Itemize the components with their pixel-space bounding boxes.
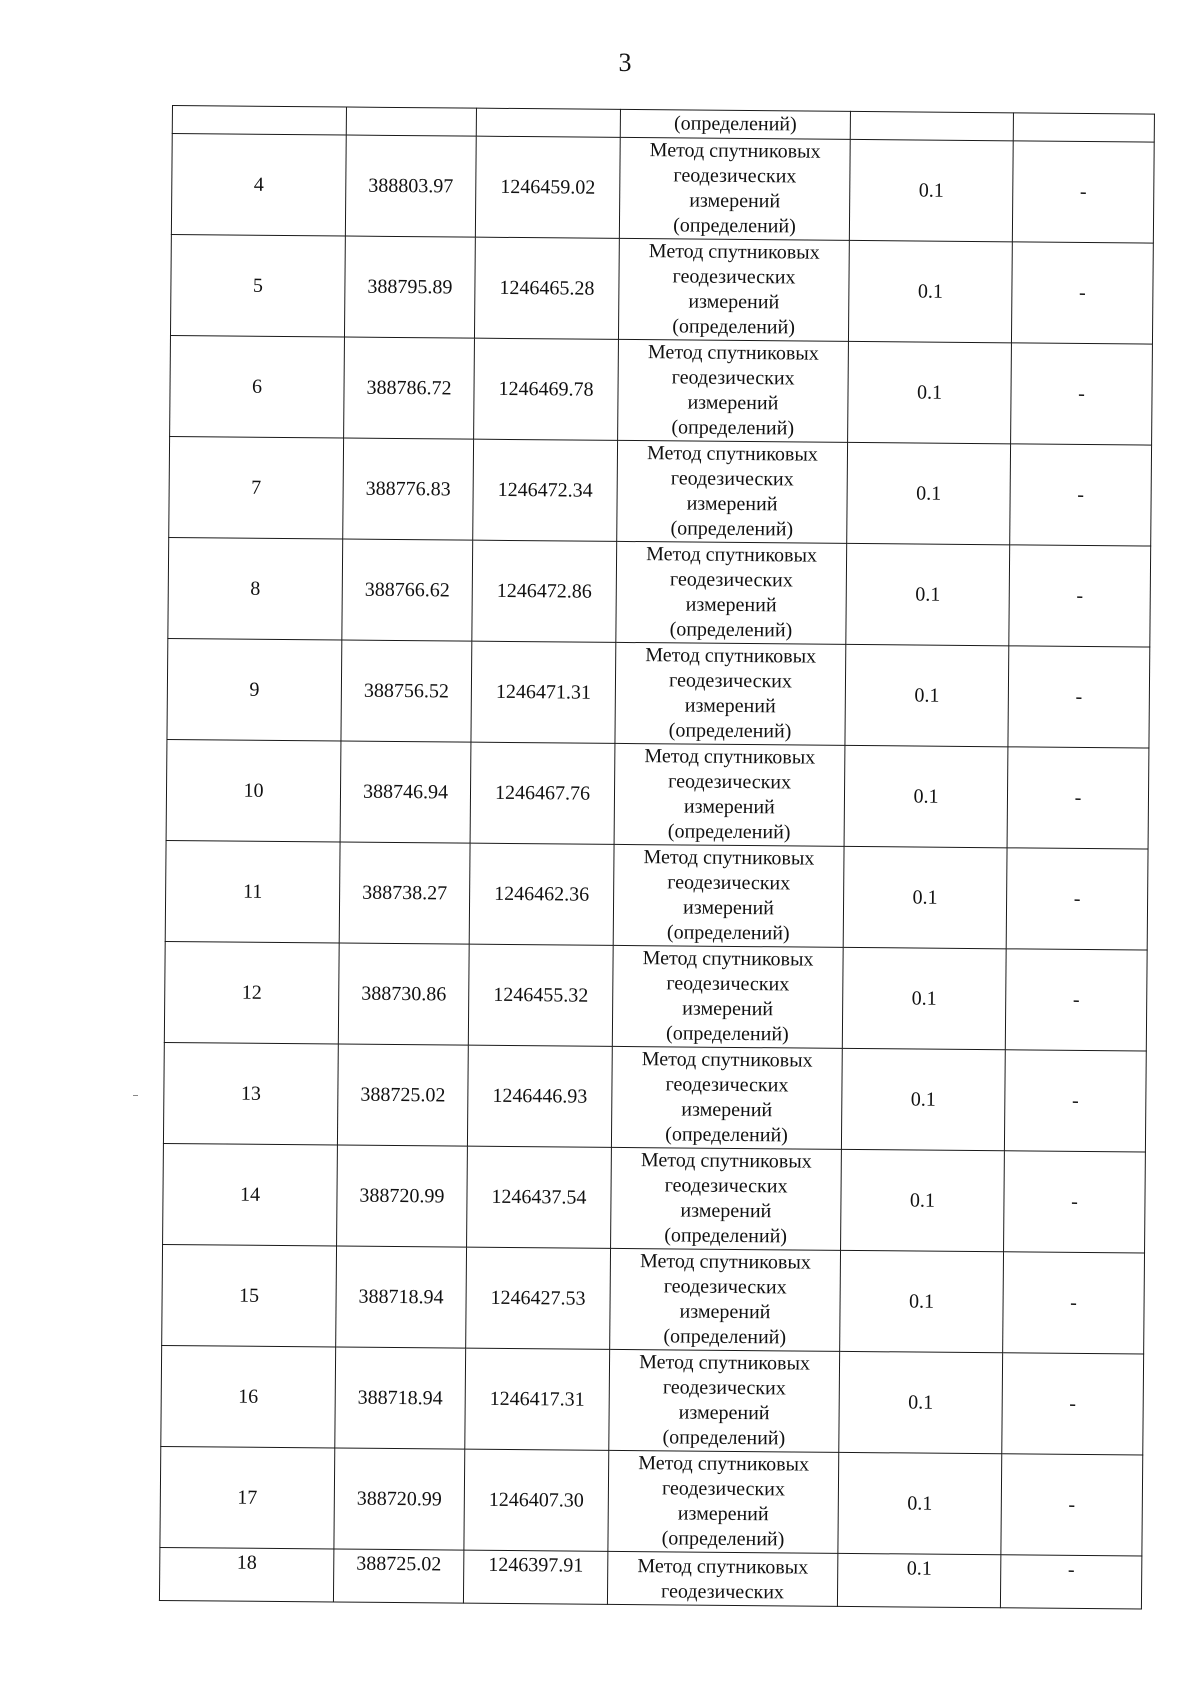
- x-coordinate-cell: 388718.94: [335, 1347, 466, 1449]
- accuracy-cell: 0.1: [843, 846, 1007, 948]
- method-line: Метод спутниковых: [640, 1149, 812, 1173]
- method-line: измерений: [677, 1502, 769, 1526]
- method-line: Метод спутниковых: [637, 1555, 809, 1579]
- point-number-cell: 13: [163, 1042, 338, 1145]
- method-line: (определений): [672, 315, 796, 339]
- y-coordinate-cell: 1246465.28: [474, 237, 619, 339]
- method-cell: [620, 109, 850, 139]
- method-line: измерений: [685, 593, 777, 617]
- method-line: (определений): [664, 1224, 788, 1248]
- y-coordinate-cell: 1246407.30: [464, 1449, 609, 1551]
- description-cell: -: [1001, 1454, 1143, 1556]
- y-coordinate-cell: 1246455.32: [468, 944, 613, 1046]
- method-line: измерений: [682, 997, 774, 1021]
- description-cell: -: [1012, 141, 1154, 243]
- description-cell: -: [1011, 242, 1153, 344]
- x-coordinate-cell: 388730.86: [338, 943, 469, 1045]
- table-body: [159, 106, 1154, 1610]
- method-line: Метод спутниковых: [649, 139, 821, 163]
- scan-mark: [133, 1095, 138, 1096]
- point-number-cell: 18: [159, 1547, 333, 1602]
- method-line: геодезических: [661, 1580, 785, 1604]
- method-cell: [614, 743, 845, 846]
- accuracy-cell: 0.1: [846, 543, 1010, 645]
- accuracy-cell: 0.1: [839, 1351, 1003, 1453]
- method-line: геодезических: [668, 669, 793, 693]
- description-cell: -: [1004, 1050, 1146, 1152]
- point-number-cell: 17: [160, 1446, 335, 1549]
- method-line: Метод спутниковых: [639, 1250, 811, 1274]
- description-cell: -: [1004, 1151, 1146, 1253]
- method-cell: [618, 339, 849, 442]
- method-line: измерений: [687, 391, 779, 415]
- method-line: геодезических: [673, 164, 797, 188]
- method-line: (определений): [670, 517, 794, 541]
- method-line: Метод спутниковых: [648, 240, 820, 264]
- method-cell: [610, 1248, 841, 1351]
- method-line: (определений): [666, 921, 790, 945]
- point-number-cell: 11: [165, 840, 340, 943]
- accuracy-cell: 0.1: [848, 341, 1012, 443]
- method-cell: [616, 541, 847, 644]
- method-line: геодезических: [670, 467, 794, 491]
- x-coordinate-cell: 388786.72: [344, 337, 475, 439]
- table-row: [171, 134, 1154, 244]
- x-coordinate-cell: 388720.99: [337, 1145, 468, 1247]
- y-coordinate-cell: 1246472.86: [472, 540, 617, 642]
- method-cell: [617, 440, 848, 543]
- accuracy-cell: 0.1: [840, 1250, 1004, 1352]
- method-cell: [619, 137, 850, 240]
- description-cell: -: [1005, 949, 1147, 1051]
- point-number-cell: 4: [171, 134, 346, 237]
- method-line: геодезических: [662, 1376, 786, 1400]
- method-line: Метод спутниковых: [646, 442, 818, 466]
- method-line: (определений): [667, 820, 791, 844]
- description-cell: -: [1007, 747, 1149, 849]
- point-number-cell: 10: [166, 739, 341, 842]
- point-number-cell: 9: [167, 638, 342, 741]
- accuracy-cell: 0.1: [847, 442, 1011, 544]
- method-line: геодезических: [671, 366, 795, 390]
- point-number-cell: 6: [170, 335, 345, 438]
- table-row: [160, 1446, 1143, 1556]
- method-line: Метод спутниковых: [644, 745, 816, 769]
- point-number-cell: 14: [163, 1143, 338, 1246]
- method-line: Метод спутниковых: [645, 644, 817, 668]
- method-line: (определений): [665, 1022, 789, 1046]
- table-row: [167, 638, 1150, 748]
- table-row: [165, 840, 1148, 950]
- method-cell: [609, 1349, 840, 1452]
- method-line: (определений): [661, 1527, 785, 1551]
- method-line: геодезических: [663, 1275, 787, 1299]
- method-cell: [615, 642, 846, 745]
- method-line: (определений): [662, 1426, 786, 1450]
- method-line: (определений): [673, 112, 797, 136]
- y-coordinate-cell: 1246397.91: [463, 1550, 607, 1604]
- method-line: Метод спутниковых: [641, 1048, 813, 1072]
- method-cell: [611, 1147, 842, 1250]
- method-line: измерений: [681, 1098, 773, 1122]
- method-cell: [618, 238, 849, 341]
- y-coordinate-cell: 1246459.02: [475, 136, 620, 238]
- table-row: [170, 234, 1153, 344]
- description-cell: -: [1000, 1555, 1141, 1609]
- method-line: Метод спутниковых: [639, 1351, 811, 1375]
- accuracy-cell: [850, 111, 1013, 140]
- method-line: Метод спутниковых: [647, 341, 819, 365]
- method-line: Метод спутниковых: [643, 846, 815, 870]
- method-line: геодезических: [668, 770, 792, 794]
- accuracy-cell: 0.1: [848, 240, 1012, 342]
- method-line: геодезических: [664, 1174, 788, 1198]
- table-row: [164, 941, 1147, 1051]
- description-cell: -: [1002, 1353, 1144, 1455]
- table-row: [168, 537, 1151, 647]
- method-line: (определений): [665, 1123, 788, 1147]
- y-coordinate-cell: 1246446.93: [467, 1045, 612, 1147]
- point-number-cell: 16: [161, 1345, 336, 1448]
- x-coordinate-cell: 388725.02: [333, 1549, 463, 1603]
- method-line: Метод спутниковых: [642, 947, 814, 971]
- point-number-cell: [172, 106, 346, 136]
- method-line: геодезических: [666, 972, 790, 996]
- method-line: (определений): [668, 719, 792, 743]
- point-number-cell: 8: [168, 537, 343, 640]
- method-line: геодезических: [667, 871, 791, 895]
- table-row: [166, 739, 1149, 849]
- x-coordinate-cell: 388718.94: [336, 1246, 467, 1348]
- x-coordinate-cell: 388725.02: [337, 1044, 468, 1146]
- accuracy-cell: 0.1: [845, 644, 1009, 746]
- point-number-cell: 15: [162, 1244, 337, 1347]
- accuracy-cell: 0.1: [841, 1048, 1005, 1150]
- method-line: измерений: [682, 896, 775, 920]
- accuracy-cell: 0.1: [841, 1149, 1005, 1251]
- accuracy-cell: 0.1: [842, 947, 1006, 1049]
- x-coordinate-cell: 388776.83: [343, 438, 474, 540]
- table-row: [170, 335, 1153, 445]
- method-cell: [611, 1046, 842, 1149]
- method-line: (определений): [669, 618, 793, 642]
- method-cell: [613, 844, 844, 947]
- method-line: измерений: [678, 1401, 770, 1425]
- description-cell: -: [1003, 1252, 1145, 1354]
- page-number: 3: [618, 48, 632, 77]
- method-line: геодезических: [665, 1073, 789, 1097]
- method-line: измерений: [686, 492, 778, 516]
- accuracy-cell: 0.1: [849, 139, 1013, 241]
- y-coordinate-cell: 1246469.78: [474, 338, 619, 440]
- y-coordinate-cell: 1246437.54: [467, 1146, 612, 1248]
- table-row: [169, 436, 1152, 546]
- method-cell: [607, 1551, 837, 1606]
- method-line: измерений: [684, 694, 776, 718]
- description-cell: -: [1009, 545, 1151, 647]
- x-coordinate-cell: 388720.99: [334, 1448, 465, 1550]
- table-row: [163, 1042, 1146, 1152]
- method-line: измерений: [689, 189, 781, 213]
- accuracy-cell: 0.1: [844, 745, 1008, 847]
- accuracy-cell: 0.1: [837, 1553, 1000, 1607]
- x-coordinate-cell: [346, 107, 476, 136]
- x-coordinate-cell: 388766.62: [342, 539, 473, 641]
- method-line: измерений: [688, 290, 780, 314]
- method-line: (определений): [671, 416, 795, 440]
- y-coordinate-cell: 1246467.76: [470, 742, 615, 844]
- y-coordinate-cell: 1246462.36: [469, 843, 614, 945]
- method-line: (определений): [663, 1325, 787, 1349]
- coordinates-table: [159, 105, 1155, 1610]
- method-line: геодезических: [672, 265, 796, 289]
- method-line: (определений): [673, 214, 796, 238]
- accuracy-cell: 0.1: [838, 1452, 1002, 1554]
- method-cell: [608, 1450, 839, 1553]
- point-number-cell: 12: [164, 941, 339, 1044]
- y-coordinate-cell: 1246472.34: [473, 439, 618, 541]
- x-coordinate-cell: 388738.27: [339, 842, 470, 944]
- description-cell: [1013, 113, 1154, 142]
- x-coordinate-cell: 388746.94: [340, 741, 471, 843]
- table-row: [161, 1345, 1144, 1455]
- method-line: геодезических: [661, 1477, 785, 1501]
- x-coordinate-cell: 388803.97: [345, 135, 476, 237]
- x-coordinate-cell: 388795.89: [344, 236, 475, 338]
- method-line: Метод спутниковых: [638, 1452, 810, 1476]
- point-number-cell: 5: [170, 234, 345, 337]
- description-cell: -: [1008, 646, 1150, 748]
- method-line: геодезических: [669, 568, 793, 592]
- y-coordinate-cell: 1246427.53: [466, 1247, 611, 1349]
- table-row: [159, 1547, 1141, 1609]
- method-line: измерений: [683, 795, 775, 819]
- method-cell: [612, 945, 843, 1048]
- x-coordinate-cell: 388756.52: [341, 640, 472, 742]
- y-coordinate-cell: 1246471.31: [471, 641, 616, 743]
- description-cell: -: [1006, 848, 1148, 950]
- method-line: Метод спутниковых: [646, 543, 818, 567]
- table-row: [162, 1244, 1145, 1354]
- y-coordinate-cell: 1246417.31: [465, 1348, 610, 1450]
- y-coordinate-cell: [476, 108, 620, 137]
- method-line: измерений: [680, 1199, 772, 1223]
- point-number-cell: 7: [169, 436, 344, 539]
- method-line: измерений: [679, 1300, 771, 1324]
- table-row: [163, 1143, 1146, 1253]
- description-cell: -: [1011, 343, 1153, 445]
- description-cell: -: [1010, 444, 1152, 546]
